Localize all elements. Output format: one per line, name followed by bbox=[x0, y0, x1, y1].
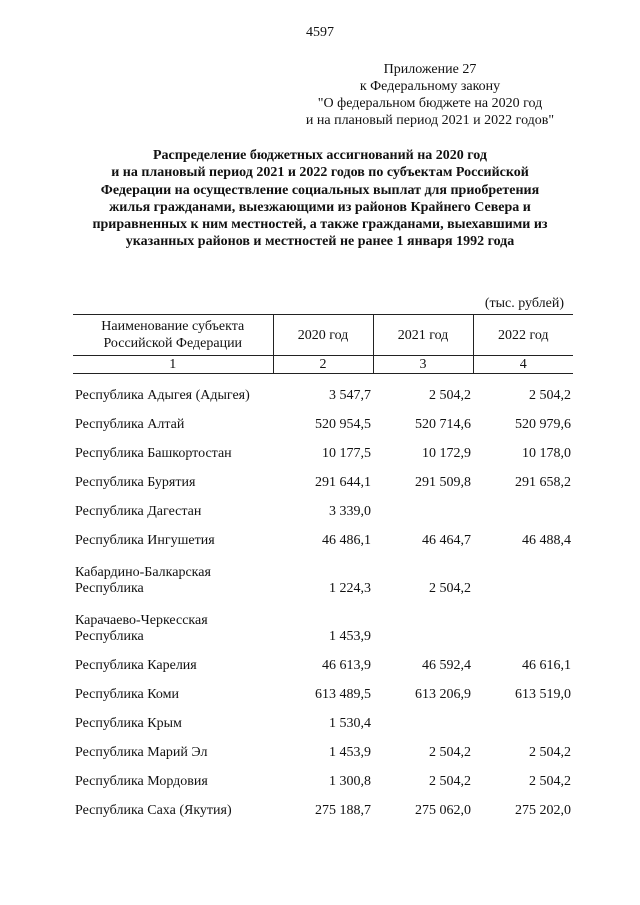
value-2022: 2 504,2 bbox=[529, 388, 571, 403]
appendix-line: и на плановый период 2021 и 2022 годов" bbox=[305, 113, 555, 128]
page-number: 4597 bbox=[306, 25, 334, 40]
header-2021: 2021 год bbox=[373, 315, 473, 356]
column-number: 4 bbox=[473, 356, 573, 374]
header-region-name-line1: Наименование субъекта bbox=[101, 319, 245, 334]
title-line: приравненных к ним местностей, а также гражданами, выехавшими из bbox=[92, 217, 548, 233]
table-row bbox=[73, 433, 573, 462]
table-row bbox=[73, 462, 573, 491]
region-name bbox=[73, 520, 273, 549]
column-number: 2 bbox=[273, 356, 373, 374]
region-name bbox=[73, 549, 273, 597]
column-number: 3 bbox=[373, 356, 473, 374]
region-name-line1: Республика Марий Эл bbox=[75, 745, 208, 760]
table-row bbox=[73, 404, 573, 433]
region-name-line2: Республика bbox=[75, 629, 144, 644]
units-label: (тыс. рублей) bbox=[484, 296, 564, 311]
table-header-row bbox=[73, 315, 573, 356]
value-2022 bbox=[473, 597, 573, 645]
value-2020: 46 613,9 bbox=[322, 658, 371, 673]
title-line: и на плановый период 2021 и 2022 годов по субъектам Российской bbox=[111, 165, 529, 181]
region-name-line1: Республика Башкортостан bbox=[75, 446, 232, 461]
value-2022: 291 658,2 bbox=[515, 475, 571, 490]
value-2020: 275 188,7 bbox=[315, 803, 371, 818]
value-2021: 2 504,2 bbox=[429, 581, 471, 596]
region-name-line1: Республика Алтай bbox=[75, 417, 185, 432]
title-line: жилья гражданами, выезжающими из районов Крайнего Севера и bbox=[109, 199, 531, 215]
region-name-line1: Кабардино-Балкарская bbox=[75, 565, 211, 580]
value-2021: 46 592,4 bbox=[422, 658, 471, 673]
value-2021: 275 062,0 bbox=[415, 803, 471, 818]
table-row bbox=[73, 645, 573, 674]
table-row bbox=[73, 674, 573, 703]
region-name-line2: Республика bbox=[75, 581, 144, 596]
value-2020: 46 486,1 bbox=[322, 533, 371, 548]
table-row bbox=[73, 520, 573, 549]
region-name-line1: Республика Саха (Якутия) bbox=[75, 803, 232, 818]
value-2021: 291 509,8 bbox=[415, 475, 471, 490]
value-2022: 2 504,2 bbox=[529, 745, 571, 760]
value-2020: 291 644,1 bbox=[315, 475, 371, 490]
region-name bbox=[73, 674, 273, 703]
header-region-name bbox=[73, 315, 273, 356]
value-2021: 46 464,7 bbox=[422, 533, 471, 548]
value-2022: 275 202,0 bbox=[515, 803, 571, 818]
value-2020: 613 489,5 bbox=[315, 687, 371, 702]
region-name-line1: Республика Адыгея (Адыгея) bbox=[75, 388, 250, 403]
region-name bbox=[73, 790, 273, 819]
value-2020: 1 453,9 bbox=[329, 745, 371, 760]
value-2020: 520 954,5 bbox=[315, 417, 371, 432]
value-2022 bbox=[473, 549, 573, 597]
region-name bbox=[73, 703, 273, 732]
header-region-name-line2: Российской Федерации bbox=[103, 336, 243, 351]
region-name-line1: Карачаево-Черкесская bbox=[75, 613, 208, 628]
value-2022: 2 504,2 bbox=[529, 774, 571, 789]
value-2021: 10 172,9 bbox=[422, 446, 471, 461]
region-name-line1: Республика Мордовия bbox=[75, 774, 208, 789]
value-2020: 3 547,7 bbox=[329, 388, 371, 403]
title-line: Распределение бюджетных ассигнований на 2020 год bbox=[153, 148, 487, 163]
header-2022: 2022 год bbox=[473, 315, 573, 356]
table-row bbox=[73, 761, 573, 790]
table-row bbox=[73, 549, 573, 597]
table-row bbox=[73, 732, 573, 761]
table-body bbox=[73, 374, 573, 820]
appendix-line: к Федеральному закону bbox=[359, 79, 501, 94]
table-row bbox=[73, 491, 573, 520]
region-name bbox=[73, 433, 273, 462]
value-2021 bbox=[373, 491, 473, 520]
value-2021: 2 504,2 bbox=[429, 774, 471, 789]
appendix-line: Приложение 27 bbox=[383, 62, 477, 77]
column-number: 1 bbox=[73, 356, 273, 374]
budget-table bbox=[73, 314, 573, 819]
value-2020: 1 224,3 bbox=[329, 581, 371, 596]
region-name bbox=[73, 732, 273, 761]
value-2022: 10 178,0 bbox=[522, 446, 571, 461]
region-name-line1: Республика Бурятия bbox=[75, 475, 196, 490]
region-name bbox=[73, 404, 273, 433]
region-name-line1: Республика Крым bbox=[75, 716, 182, 731]
value-2021: 2 504,2 bbox=[429, 388, 471, 403]
value-2022: 520 979,6 bbox=[515, 417, 571, 432]
table-row bbox=[73, 703, 573, 732]
region-name bbox=[73, 597, 273, 645]
value-2021: 520 714,6 bbox=[415, 417, 471, 432]
region-name-line1: Республика Карелия bbox=[75, 658, 197, 673]
table-row bbox=[73, 597, 573, 645]
document-title bbox=[60, 147, 580, 251]
table-row bbox=[73, 374, 573, 405]
value-2021 bbox=[373, 703, 473, 732]
appendix-line: "О федеральном бюджете на 2020 год bbox=[317, 96, 543, 111]
value-2022: 46 616,1 bbox=[522, 658, 571, 673]
value-2022 bbox=[473, 491, 573, 520]
value-2022: 613 519,0 bbox=[515, 687, 571, 702]
value-2020: 3 339,0 bbox=[329, 504, 371, 519]
title-line: указанных районов и местностей не ранее 1 января 1992 года bbox=[125, 234, 515, 250]
region-name bbox=[73, 761, 273, 790]
region-name bbox=[73, 645, 273, 674]
value-2020: 1 453,9 bbox=[329, 629, 371, 644]
region-name-line1: Республика Дагестан bbox=[75, 504, 202, 519]
title-line: Федерации на осуществление социальных выплат для приобретения bbox=[100, 182, 540, 198]
value-2022: 46 488,4 bbox=[522, 533, 571, 548]
value-2020: 1 530,4 bbox=[329, 716, 371, 731]
region-name bbox=[73, 374, 273, 405]
region-name-line1: Республика Коми bbox=[75, 687, 179, 702]
header-2020: 2020 год bbox=[273, 315, 373, 356]
value-2020: 10 177,5 bbox=[322, 446, 371, 461]
table-row bbox=[73, 790, 573, 819]
region-name bbox=[73, 462, 273, 491]
region-name-line1: Республика Ингушетия bbox=[75, 533, 215, 548]
value-2020: 1 300,8 bbox=[329, 774, 371, 789]
table-column-numbers bbox=[73, 356, 573, 374]
value-2022 bbox=[473, 703, 573, 732]
region-name bbox=[73, 491, 273, 520]
value-2021: 2 504,2 bbox=[429, 745, 471, 760]
value-2021 bbox=[373, 597, 473, 645]
value-2021: 613 206,9 bbox=[415, 687, 471, 702]
appendix-note bbox=[280, 61, 580, 129]
